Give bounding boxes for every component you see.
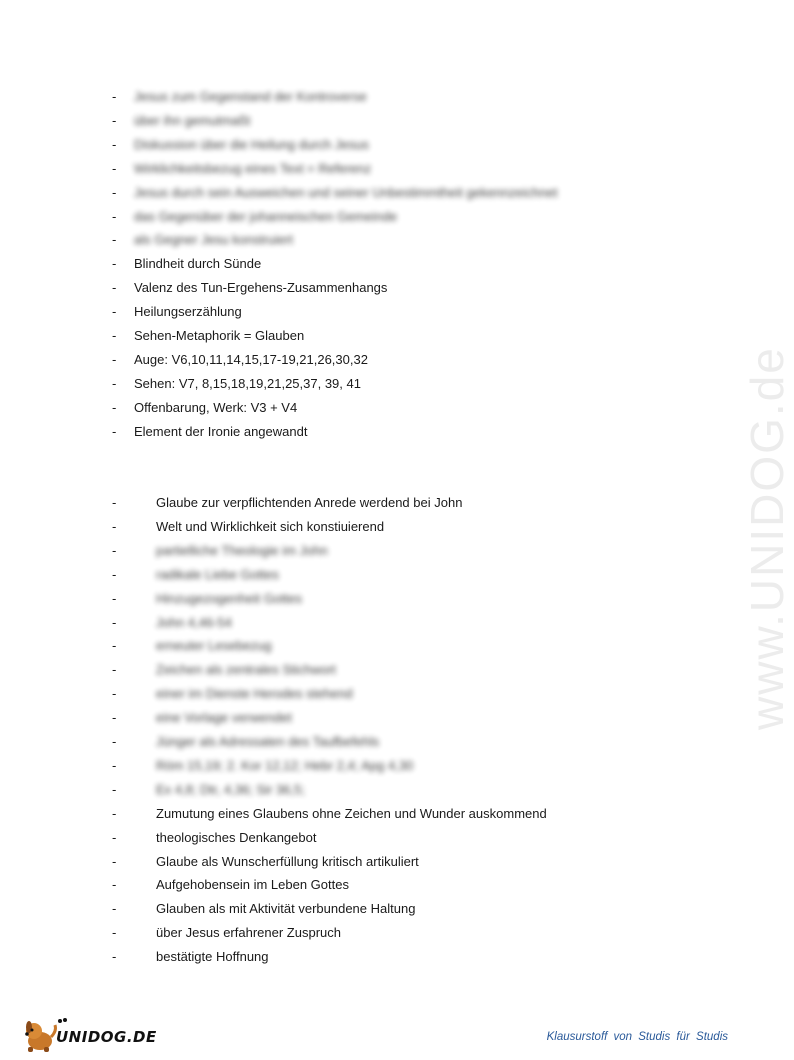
- bullet-dash: -: [112, 304, 117, 320]
- bullet-dash: -: [112, 686, 117, 702]
- bullet-dash: -: [112, 112, 117, 128]
- item-text: Auge: V6,10,11,14,15,17-19,21,26,30,32: [134, 351, 368, 367]
- item-text: Zumutung eines Glaubens ohne Zeichen und Wunder auskommend: [156, 805, 547, 821]
- bullet-dash: -: [112, 805, 117, 821]
- item-text: Welt und Wirklichkeit sich konstiuierend: [156, 518, 385, 534]
- item-text: Element der Ironie angewandt: [134, 423, 308, 439]
- blurred-text: einer im Dienste Herodes stehend: [156, 686, 353, 702]
- item-text: Heilungserzählung: [134, 304, 242, 320]
- item-text: Offenbarung, Werk: V3 + V4: [134, 399, 298, 415]
- bullet-dash: -: [112, 925, 117, 941]
- blurred-text: als Gegner Jesu konstruiert: [134, 232, 293, 248]
- bullet-dash: -: [112, 853, 117, 869]
- bullet-dash: -: [112, 638, 117, 654]
- blurred-text: Jesus durch sein Ausweichen und seiner Unbestimmtheit gekennzeichnet: [134, 184, 558, 200]
- blurred-text: das Gegenüber der johanneischen Gemeinde: [134, 208, 398, 224]
- bullet-dash: -: [112, 208, 117, 224]
- bullet-dash: -: [112, 256, 117, 272]
- bullet-dash: -: [112, 757, 117, 773]
- bullet-dash: -: [112, 734, 117, 749]
- item-text: über Jesus erfahrener Zuspruch: [156, 925, 341, 941]
- bullet-dash: -: [112, 901, 117, 917]
- blurred-text: John 4,46-54: [156, 614, 232, 630]
- item-text: Glaube zur verpflichtenden Anrede werdend bei John: [156, 495, 463, 510]
- bullet-dash: -: [112, 710, 117, 726]
- bullet-dash: -: [112, 566, 117, 582]
- blurred-text: Wirklichkeitsbezug eines Text = Referenz: [134, 160, 372, 176]
- item-text: Sehen-Metaphorik = Glauben: [134, 328, 305, 343]
- bullet-dash: -: [112, 949, 117, 965]
- item-text: Aufgehobensein im Leben Gottes: [156, 877, 349, 893]
- bullet-dash: -: [112, 829, 117, 845]
- bullet-dash: -: [112, 399, 117, 415]
- bullet-dash: -: [112, 542, 117, 558]
- bullet-dash: -: [112, 518, 117, 534]
- bullet-dash: -: [112, 590, 117, 606]
- logo-text: UNIDOG.DE: [56, 1028, 157, 1046]
- item-text: bestätigte Hoffnung: [156, 949, 269, 965]
- blurred-text: Hinzugezogenheit Gottes: [156, 590, 302, 606]
- watermark: www.UNIDOG.de: [741, 346, 793, 730]
- bullet-dash: -: [112, 351, 117, 367]
- item-text: Blindheit durch Sünde: [134, 256, 262, 272]
- bullet-dash: -: [112, 423, 117, 439]
- bullet-dash: -: [112, 160, 117, 176]
- bullet-dash: -: [112, 184, 117, 200]
- bullet-dash: -: [112, 662, 117, 678]
- blurred-text: radikale Liebe Gottes: [156, 566, 279, 582]
- blurred-text: erneuter Lesebezug: [156, 638, 272, 654]
- bullet-dash: -: [112, 614, 117, 630]
- bullet-dash: -: [112, 136, 117, 152]
- blurred-text: Röm 15,19; 2. Kor 12,12; Hebr 2,4; Apg 4,30: [156, 757, 414, 773]
- bullet-dash: -: [112, 328, 117, 343]
- blurred-text: eine Vorlage verwendet: [156, 710, 292, 726]
- bullet-dash: -: [112, 232, 117, 248]
- item-text: Glaube als Wunscherfüllung kritisch artikuliert: [156, 853, 419, 869]
- bullet-dash: -: [112, 89, 117, 104]
- item-text: theologisches Denkangebot: [156, 829, 317, 845]
- blurred-text: über ihn gemutmaßt: [134, 112, 251, 128]
- blurred-text: Zeichen als zentrales Stichwort: [156, 662, 336, 678]
- item-text: Valenz des Tun-Ergehens-Zusammenhangs: [134, 280, 388, 296]
- bullet-dash: -: [112, 781, 117, 797]
- blurred-text: Jesus zum Gegenstand der Kontroverse: [134, 89, 367, 104]
- blurred-text: Ex 4,8; Dtr, 4,36; Sir 36,5;: [156, 781, 305, 797]
- bullet-dash: -: [112, 877, 117, 893]
- item-text: Sehen: V7, 8,15,18,19,21,25,37, 39, 41: [134, 375, 361, 391]
- bullet-dash: -: [112, 495, 117, 510]
- bullet-dash: -: [112, 375, 117, 391]
- blurred-text: partielliche Theologie im John: [156, 542, 328, 558]
- blurred-text: Diskussion über die Heilung durch Jesus: [134, 136, 369, 152]
- blurred-text: Jünger als Adressaten des Taufbefehls: [156, 734, 380, 749]
- bullet-dash: -: [112, 280, 117, 296]
- item-text: Glauben als mit Aktivität verbundene Haltung: [156, 901, 416, 917]
- footer-text: Klausurstoff von Studis für Studis: [546, 1031, 728, 1043]
